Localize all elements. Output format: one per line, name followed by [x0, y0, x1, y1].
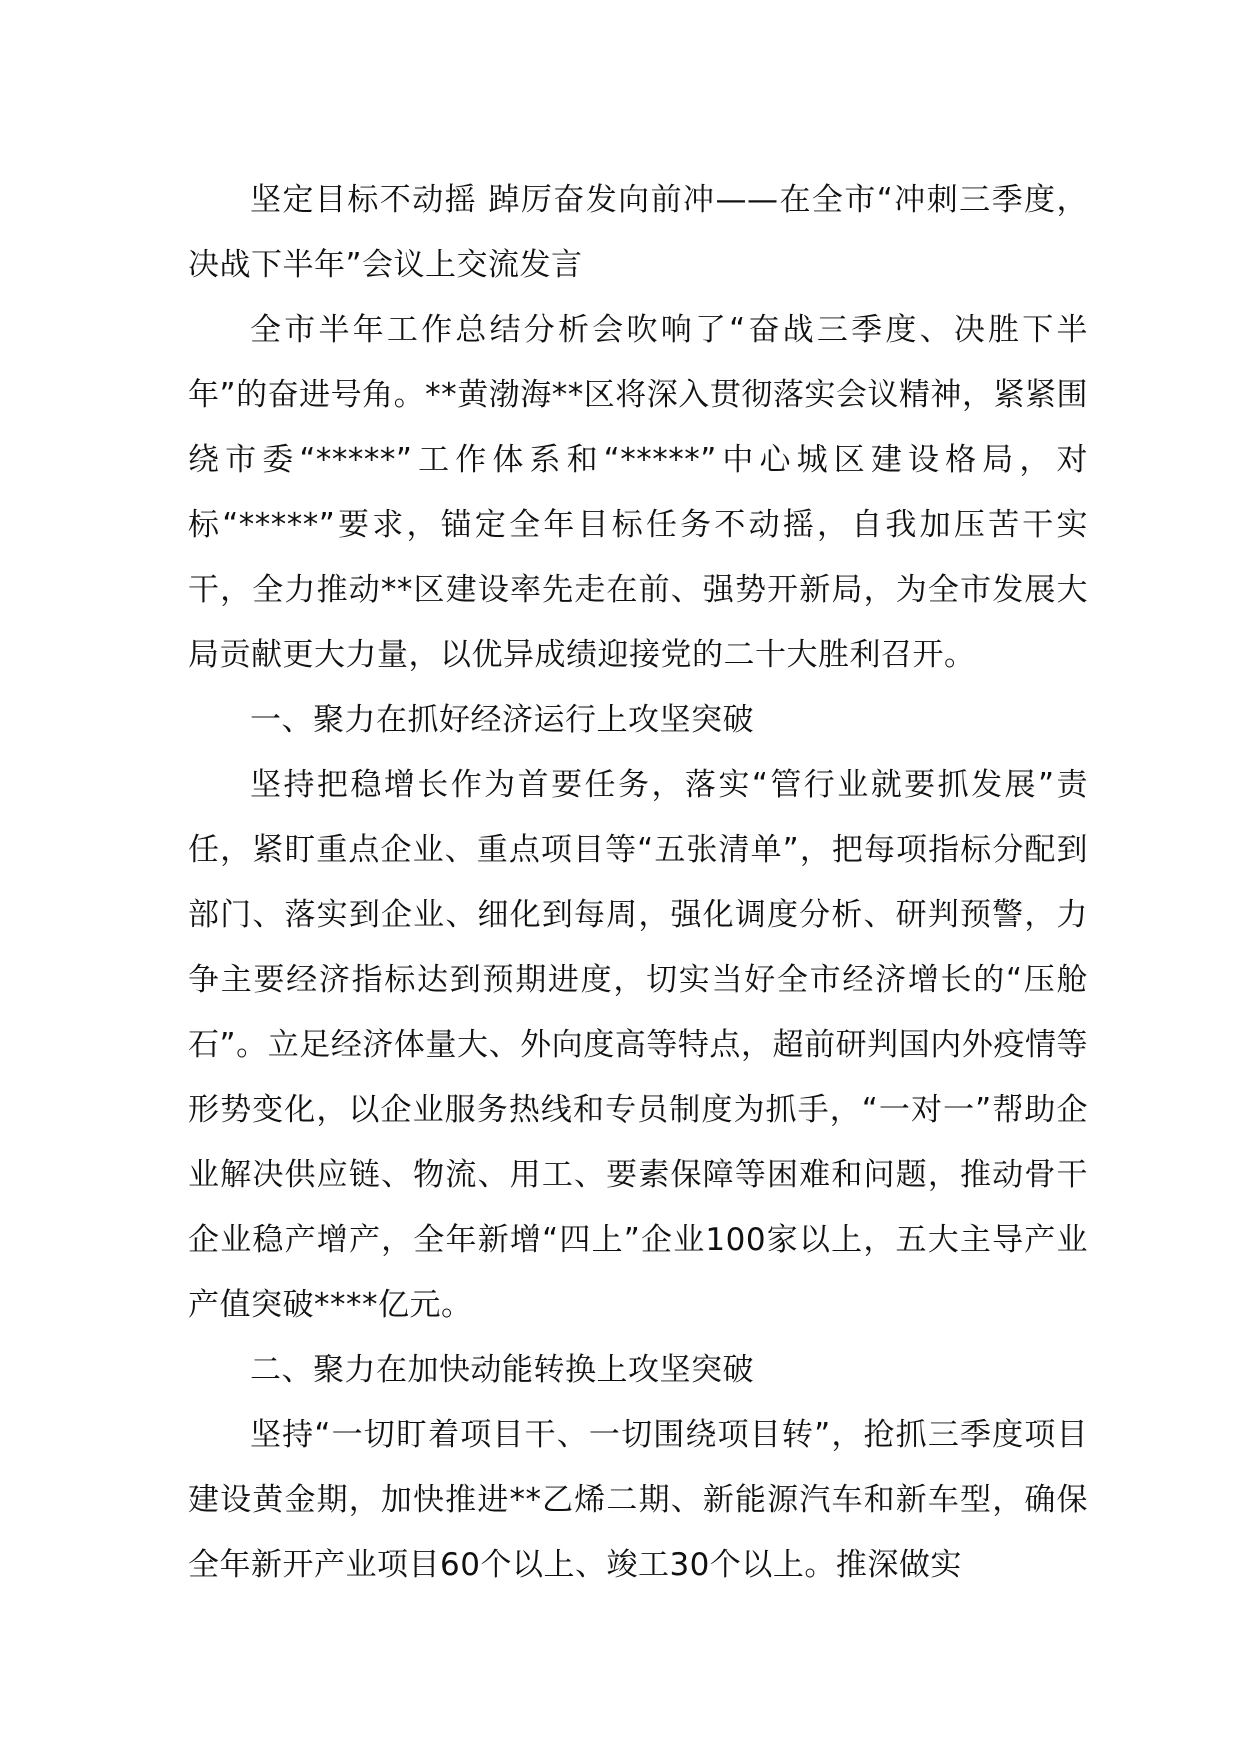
section-heading-1: 一、聚力在抓好经济运行上攻坚突破 [250, 702, 754, 738]
section-heading-2: 二、聚力在加快动能转换上攻坚突破 [250, 1352, 754, 1388]
section-2-paragraph: 坚持“一切盯着项目干、一切围绕项目转”，抢抓三季度项目建设黄金期，加快推进**乙烯二期、新能源汽车和新车型，确保全年新开产业项目60个以上、竣工30个以上。推深做实 [188, 1417, 1088, 1583]
intro-paragraph: 全市半年工作总结分析会吹响了“奋战三季度、决胜下半年”的奋进号角。**黄渤海**区将深入贯彻落实会议精神，紧紧围绕市委“*****”工作体系和“*****”中心城区建设格局，对标“*****”要求，锚定全年目标任务不动摇，自我加压苦干实干，全力推动**区建设率先走在前、强势开新局，为全市发展大局贡献更大力量，以优异成绩迎接党的二十大胜利召开。 [188, 312, 1088, 673]
section-1-paragraph: 坚持把稳增长作为首要任务，落实“管行业就要抓发展”责任，紧盯重点企业、重点项目等“五张清单”，把每项指标分配到部门、落实到企业、细化到每周，强化调度分析、研判预警，力争主要经济指标达到预期进度，切实当好全市经济增长的“压舱石”。立足经济体量大、外向度高等特点，超前研判国内外疫情等形势变化，以企业服务热线和专员制度为抓手，“一对一”帮助企业解决供应链、物流、用工、要素保障等困难和问题，推动骨干企业稳产增产，全年新增“四上”企业100家以上，五大主导产业产值突破****亿元。 [188, 767, 1088, 1323]
document-title: 坚定目标不动摇 踔厉奋发向前冲——在全市“冲刺三季度，决战下半年”会议上交流发言 [188, 182, 1088, 283]
document-body [188, 168, 1088, 1598]
